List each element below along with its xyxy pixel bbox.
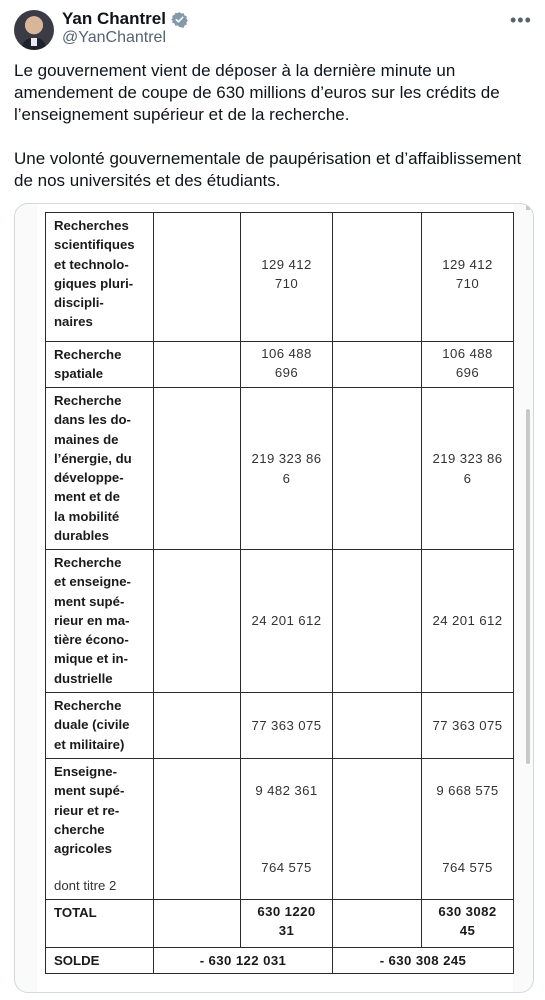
row-label-text: Recherche duale (civile et militaire)	[54, 698, 130, 752]
empty-cell	[333, 693, 422, 759]
sub-value-text: 764 575	[261, 860, 312, 876]
table-row	[46, 550, 514, 693]
tweet-media-image[interactable]	[14, 203, 534, 993]
value-text: 106 488 696	[442, 346, 493, 381]
value-cell	[241, 759, 333, 900]
empty-cell	[154, 342, 241, 388]
total-label: TOTAL	[46, 900, 154, 948]
table-row	[46, 342, 514, 388]
total-value: 630 3082 45	[422, 900, 514, 948]
value-cell	[241, 213, 333, 342]
empty-cell	[333, 388, 422, 550]
budget-table	[45, 212, 514, 974]
empty-cell	[333, 550, 422, 693]
solde-row	[46, 948, 514, 974]
value-cell	[422, 550, 514, 693]
row-label-text: Recherche spatiale	[54, 347, 122, 382]
row-label	[46, 388, 154, 550]
scrollbar-top	[526, 204, 530, 210]
empty-cell	[154, 693, 241, 759]
empty-cell	[154, 550, 241, 693]
table-row	[46, 213, 514, 342]
table-row	[46, 693, 514, 759]
scrollbar-thumb[interactable]	[526, 409, 530, 764]
tweet-paragraph: Le gouvernement vient de déposer à la dernière minute un amendement de coupe de 630 millions d’euros sur les crédits de l’enseignement supérieur et de la recherche.	[14, 61, 500, 124]
value-text: 129 412 710	[442, 257, 493, 292]
value-cell	[241, 342, 333, 388]
row-label-text: Recherche dans les do- maines de l’énergie, du développe- ment et de la mobilité durables	[54, 393, 132, 544]
value-text: 9 482 361	[255, 783, 318, 798]
solde-label: SOLDE	[46, 948, 154, 974]
empty-cell	[154, 759, 241, 900]
tweet-paragraph: Une volonté gouvernementale de paupérisation et d’affaiblissement de nos universités et des étudiants.	[14, 149, 522, 190]
value-cell	[241, 388, 333, 550]
display-name[interactable]: Yan Chantrel	[62, 9, 166, 28]
total-value: 630 1220 31	[241, 900, 333, 948]
document-page	[37, 204, 513, 993]
value-cell	[241, 693, 333, 759]
row-label	[46, 342, 154, 388]
value-cell	[422, 342, 514, 388]
row-label	[46, 213, 154, 342]
value-cell	[422, 759, 514, 900]
table-row	[46, 388, 514, 550]
empty-cell	[333, 213, 422, 342]
tweet-header	[0, 0, 545, 56]
total-row	[46, 900, 514, 948]
value-text: 219 323 86 6	[432, 451, 503, 486]
solde-value: - 630 308 245	[333, 948, 514, 974]
value-cell	[422, 693, 514, 759]
row-label	[46, 693, 154, 759]
value-text: 77 363 075	[251, 717, 322, 733]
empty-cell	[333, 342, 422, 388]
empty-cell	[333, 759, 422, 900]
author-name-row[interactable]	[62, 9, 188, 29]
value-cell	[241, 550, 333, 693]
table-row	[46, 759, 514, 900]
row-label-text: Recherche et enseigne- ment supé- rieur en ma- tière écono- mique et in- dustrielle	[54, 555, 131, 686]
value-text: 106 488 696	[261, 346, 312, 381]
row-sub-label: dont titre 2	[54, 878, 117, 894]
sub-value-text: 764 575	[442, 860, 493, 876]
row-label	[46, 759, 154, 900]
value-text: 219 323 86 6	[251, 451, 322, 486]
verified-badge-icon	[171, 11, 188, 28]
row-label-text: Enseigne- ment supé- rieur et re- cherche agricoles	[54, 764, 125, 857]
empty-cell	[154, 388, 241, 550]
value-text: 24 201 612	[251, 613, 322, 629]
tweet-text	[14, 60, 534, 192]
value-text: 129 412 710	[261, 257, 312, 292]
more-options-icon[interactable]: •••	[510, 10, 532, 30]
empty-cell	[154, 900, 241, 948]
avatar[interactable]	[14, 10, 54, 50]
row-label	[46, 550, 154, 693]
empty-cell	[333, 900, 422, 948]
value-text: 24 201 612	[432, 613, 503, 629]
value-text: 9 668 575	[436, 783, 499, 798]
empty-cell	[154, 213, 241, 342]
value-cell	[422, 213, 514, 342]
value-text: 77 363 075	[432, 717, 503, 733]
solde-value: - 630 122 031	[154, 948, 333, 974]
value-cell	[422, 388, 514, 550]
row-label-text: Recherches scientifiques et technolo- giques pluri- discipli- naires	[54, 218, 135, 330]
author-handle[interactable]: @YanChantrel	[62, 29, 166, 46]
